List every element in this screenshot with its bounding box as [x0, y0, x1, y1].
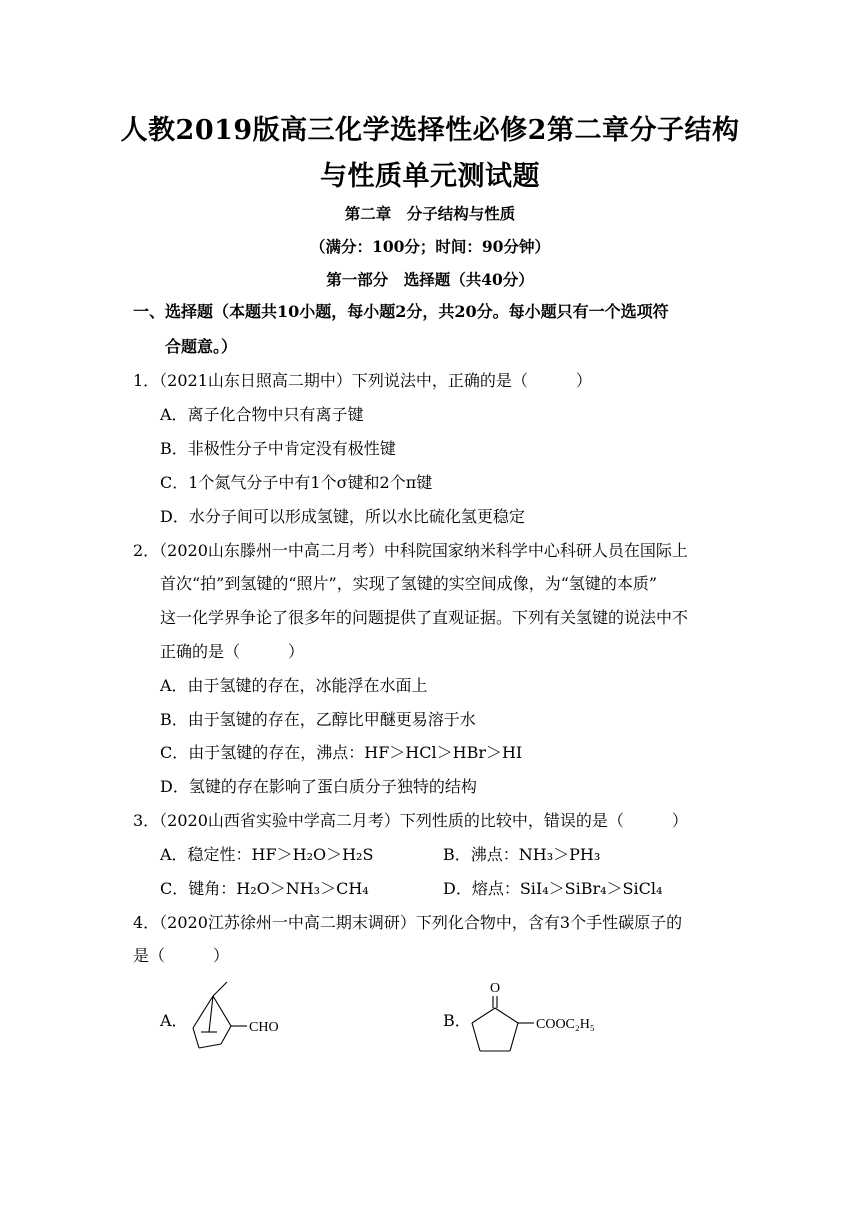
question-4-stem-line-2: 是（ ）: [133, 946, 230, 965]
question-3-stem: 3．（2020山西省实验中学高二月考）下列性质的比较中，错误的是（ ）: [133, 811, 688, 830]
question-1-stem: 1．（2021山东日照高二期中）下列说法中，正确的是（ ）: [133, 371, 592, 390]
question-2-stem-line-1: 2．（2020山东滕州一中高二月考）中科院国家纳米科学中心科研人员在国际上: [133, 541, 688, 560]
question-2-stem-line-3: 这一化学界争论了很多年的问题提供了直观证据。下列有关氢键的说法中不: [160, 608, 689, 627]
chapter-heading: 第二章 分子结构与性质: [344, 204, 516, 223]
question-1-option-d: D．水分子间可以形成氢键，所以水比硫化氢更稳定: [160, 507, 525, 526]
question-1-option-a: A．离子化合物中只有离子键: [160, 405, 364, 424]
question-2-option-b: B．由于氢键的存在，乙醇比甲醚更易溶于水: [160, 710, 476, 729]
question-3-option-d: D．熔点：SiI₄＞SiBr₄＞SiCl₄: [443, 879, 663, 898]
question-4-option-a-label: A．: [160, 1011, 188, 1030]
aldehyde-group-label: CHO: [249, 1020, 279, 1035]
question-1-option-b: B．非极性分子中肯定没有极性键: [160, 439, 396, 458]
question-4-stem-line-1: 4．（2020江苏徐州一中高二期末调研）下列化合物中，含有3个手性碳原子的: [133, 913, 683, 932]
section-heading-line-2: 合题意。）: [165, 337, 238, 356]
bicyclic-aldehyde-structure: [185, 978, 295, 1058]
question-1-option-c: C．1个氮气分子中有1个σ键和2个π键: [160, 473, 433, 492]
question-3-option-c: C．键角：H₂O＞NH₃＞CH₄: [160, 879, 369, 898]
question-3-option-b: B．沸点：NH₃＞PH₃: [443, 845, 601, 864]
score-time-note: （满分：100分；时间：90分钟）: [310, 237, 550, 256]
page-title-line-2: 与性质单元测试题: [320, 161, 540, 192]
question-2-stem-line-4: 正确的是（ ）: [160, 642, 305, 661]
question-2-option-d: D．氢键的存在影响了蛋白质分子独特的结构: [160, 777, 477, 796]
section-heading-line-1: 一、选择题（本题共10小题，每小题2分，共20分。每小题只有一个选项符: [133, 302, 669, 321]
question-2-option-c: C．由于氢键的存在，沸点：HF＞HCl＞HBr＞HI: [160, 743, 523, 762]
cyclopentanone-ester-structure: [468, 976, 628, 1056]
part-heading: 第一部分 选择题（共40分）: [326, 270, 534, 289]
question-2-option-a: A．由于氢键的存在，冰能浮在水面上: [160, 676, 428, 695]
page-title-line-1: 人教2019版高三化学选择性必修2第二章分子结构: [120, 115, 740, 146]
question-3-option-a: A．稳定性：HF＞H₂O＞H₂S: [160, 845, 374, 864]
question-2-stem-line-2: 首次“拍”到氢键的“照片”，实现了氢键的实空间成像，为“氢键的本质”: [160, 574, 658, 593]
ketone-oxygen-label: O: [490, 981, 501, 996]
ester-group-label: COOC₂H₅: [536, 1017, 595, 1032]
question-4-option-b-label: B．: [443, 1011, 471, 1030]
